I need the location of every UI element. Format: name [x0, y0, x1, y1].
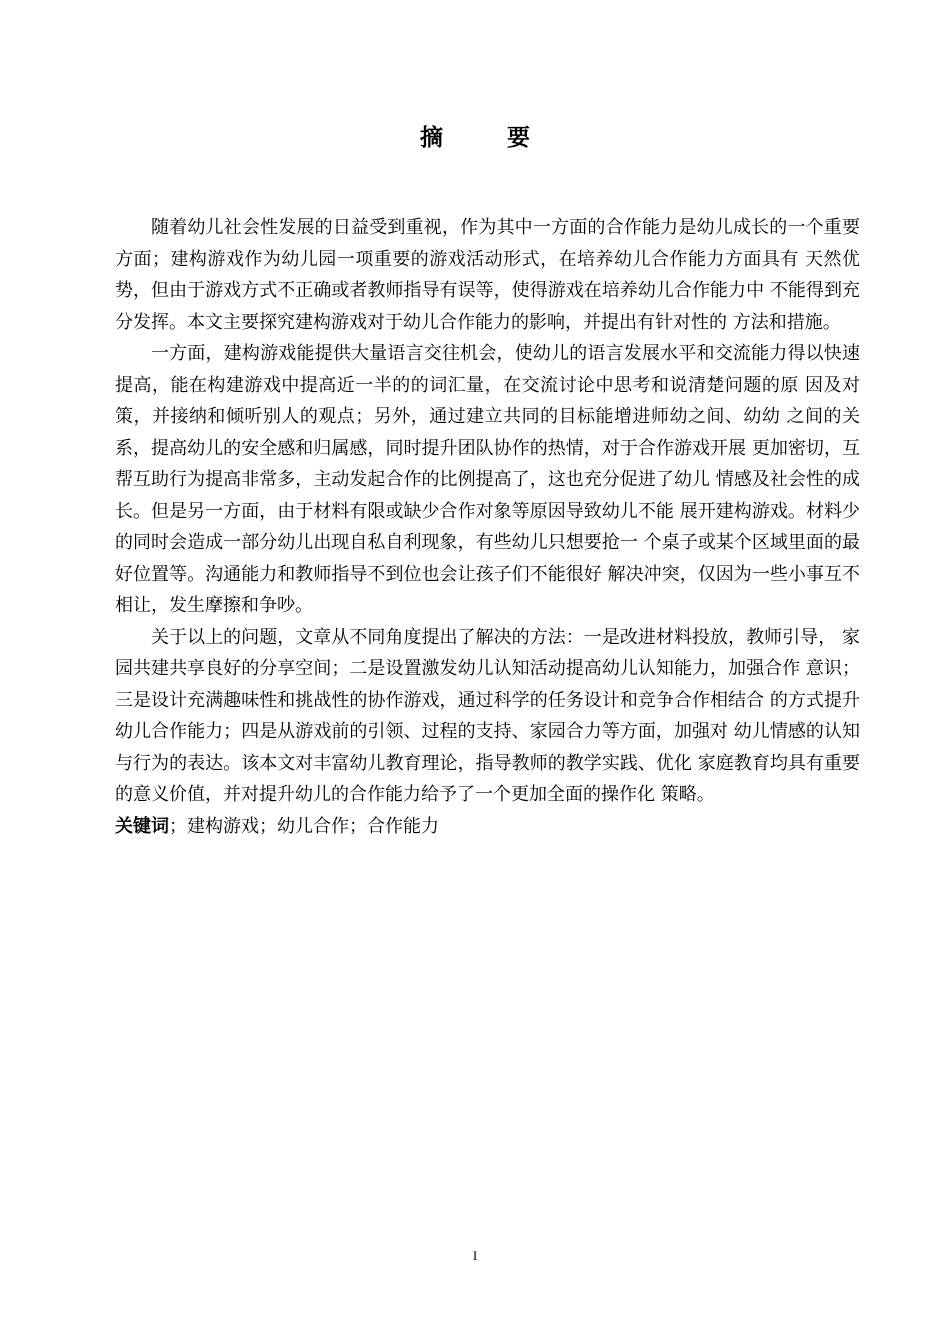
abstract-title: 摘 要	[419, 125, 558, 151]
keywords-label: 关键词	[115, 815, 169, 837]
page-number: I	[472, 1248, 478, 1263]
keywords-text: ；建构游戏；幼儿合作；合作能力	[169, 815, 439, 837]
abstract-body	[115, 212, 860, 842]
keywords-line	[115, 811, 860, 843]
abstract-paragraph-3: 关于以上的问题，文章从不同角度提出了解决的方法：一是改进材料投放，教师引导， 家园共建共享良好的分享空间；二是设置激发幼儿认知活动提高幼儿认知能力，加强合作 意识；三是设计充满趣味性和挑战性的协作游戏，通过科学的任务设计和竞争合作相结合 的方式提升幼儿合作能力；四是从游戏前的引领、过程的支持、家园合力等方面，加强对 幼儿情感的认知与行为的表达。该本文对丰富幼儿教育理论，指导教师的教学实践、优化 家庭教育均具有重要的意义价值，并对提升幼儿的合作能力给予了一个更加全面的操作化 策略。	[115, 626, 860, 805]
abstract-paragraph-1: 随着幼儿社会性发展的日益受到重视，作为其中一方面的合作能力是幼儿成长的一个重要方面；建构游戏作为幼儿园一项重要的游戏活动形式，在培养幼儿合作能力方面具有 天然优势，但由于游戏方式不正确或者教师指导有误等，使得游戏在培养幼儿合作能力中 不能得到充分发挥。本文主要探究建构游戏对于幼儿合作能力的影响，并提出有针对性的 方法和措施。	[115, 217, 860, 333]
abstract-paragraph-2: 一方面，建构游戏能提供大量语言交往机会，使幼儿的语言发展水平和交流能力得以快速提高，能在构建游戏中提高近一半的的词汇量，在交流讨论中思考和说清楚问题的原 因及对策，并接纳和倾听别人的观点；另外，通过建立共同的目标能增进师幼之间、幼幼 之间的关系，提高幼儿的安全感和归属感，同时提升团队协作的热情，对于合作游戏开展 更加密切，互帮互助行为提高非常多，主动发起合作的比例提高了，这也充分促进了幼儿 情感及社会性的成长。但是另一方面，由于材料有限或缺少合作对象等原因导致幼儿不能 展开建构游戏。材料少的同时会造成一部分幼儿出现自私自利现象，有些幼儿只想要抢一 个桌子或某个区域里面的最好位置等。沟通能力和教师指导不到位也会让孩子们不能很好 解决冲突，仅因为一些小事互不相让，发生摩擦和争吵。	[115, 343, 860, 616]
